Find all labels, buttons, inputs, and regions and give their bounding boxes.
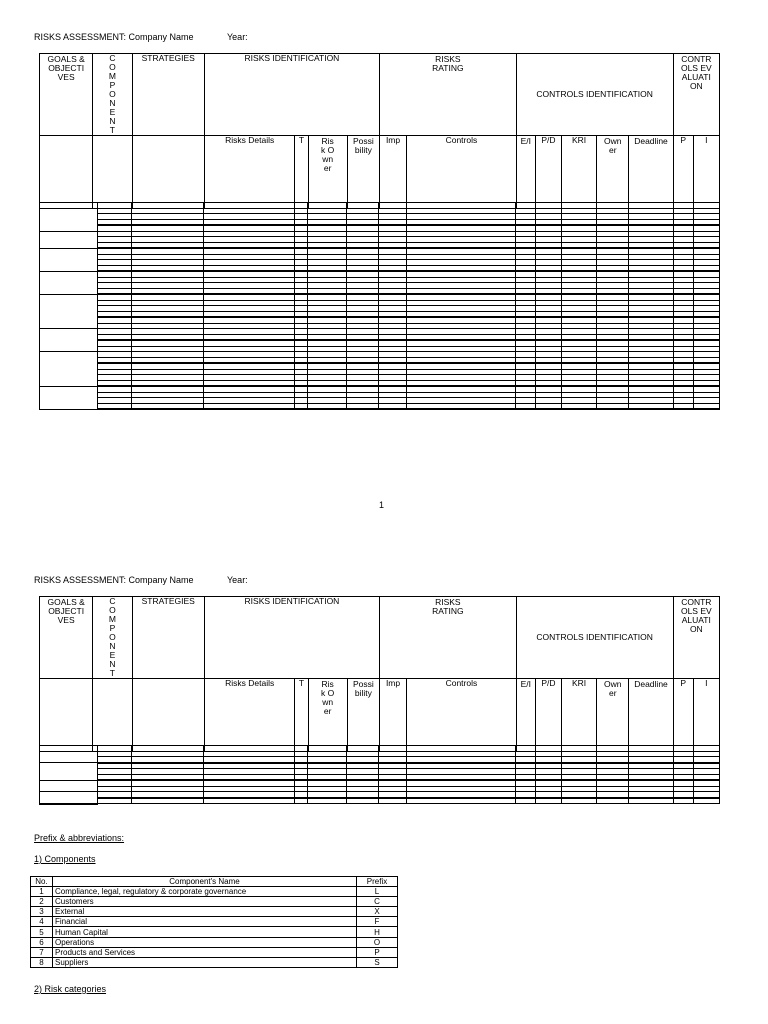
ei-header: E/I xyxy=(516,679,535,752)
grid-cell[interactable] xyxy=(673,798,693,804)
component-number: 2 xyxy=(31,897,53,907)
year-label: Year: xyxy=(227,575,248,585)
risk-owner-header: Risk Owner xyxy=(308,679,347,752)
controls-header: Controls xyxy=(407,136,517,209)
grid-cell[interactable] xyxy=(131,403,204,409)
grid-cell[interactable] xyxy=(406,403,516,409)
grid-cell[interactable] xyxy=(347,403,379,409)
risk-owner-header: Risk Owner xyxy=(308,136,347,209)
risks-identification-header: RISKS IDENTIFICATION xyxy=(204,54,379,136)
strategies-sub-cell xyxy=(132,679,204,752)
component-name: Operations xyxy=(53,937,357,947)
table-row xyxy=(31,897,398,907)
grid-cell[interactable] xyxy=(98,403,131,409)
risks-rating-header: RISKS RATING xyxy=(379,54,516,136)
owner-header: Owner xyxy=(597,136,629,209)
strategies-header: STRATEGIES xyxy=(132,597,204,679)
components-header-row xyxy=(31,877,398,887)
imp-header: Imp xyxy=(379,679,406,752)
strategies-sub-cell xyxy=(132,136,204,209)
grid-cell[interactable] xyxy=(204,403,295,409)
risks-rating-header: RISKS RATING xyxy=(379,597,516,679)
component-sub-cell xyxy=(93,679,132,752)
grid-cell[interactable] xyxy=(535,798,561,804)
t-header: T xyxy=(295,136,308,209)
component-name: Products and Services xyxy=(53,947,357,957)
grid-cell[interactable] xyxy=(307,403,346,409)
possibility-header: Possibility xyxy=(347,136,379,209)
grid-cell[interactable] xyxy=(379,798,406,804)
component-name: Customers xyxy=(53,897,357,907)
goal-cell[interactable] xyxy=(40,386,98,409)
goal-cell[interactable] xyxy=(40,352,98,387)
grid-cell[interactable] xyxy=(516,403,535,409)
component-sub-cell xyxy=(93,136,132,209)
year-label: Year: xyxy=(227,32,248,42)
grid-cell[interactable] xyxy=(693,798,719,804)
i-header: I xyxy=(693,679,719,752)
risk-categories-heading: 2) Risk categories xyxy=(34,984,107,994)
p-header: P xyxy=(673,136,693,209)
grid-cell[interactable] xyxy=(379,403,406,409)
no-header: No. xyxy=(31,877,53,887)
controls-identification-header: CONTROLS IDENTIFICATION xyxy=(516,54,673,136)
component-prefix: F xyxy=(357,917,398,927)
grid-cell[interactable] xyxy=(98,798,131,804)
risk-entry-grid xyxy=(39,745,720,805)
grid-cell[interactable] xyxy=(693,403,719,409)
section-2-title: RISKS ASSESSMENT: Company Name Year: xyxy=(34,575,248,585)
component-name: Financial xyxy=(53,917,357,927)
component-number: 4 xyxy=(31,917,53,927)
table-row xyxy=(31,937,398,947)
controls-evaluation-header: CONTROLS EVALUATION xyxy=(673,54,719,136)
component-number: 8 xyxy=(31,957,53,967)
grid-cell[interactable] xyxy=(516,798,535,804)
components-heading: 1) Components xyxy=(34,854,96,864)
component-number: 5 xyxy=(31,927,53,937)
goals-sub-cell xyxy=(40,136,93,209)
goal-cell[interactable] xyxy=(40,294,98,329)
component-header: COMPONENT xyxy=(93,597,132,679)
table-row xyxy=(31,887,398,897)
goal-cell[interactable] xyxy=(40,203,98,232)
page-number: 1 xyxy=(379,500,385,510)
risks-identification-header: RISKS IDENTIFICATION xyxy=(204,597,379,679)
i-header: I xyxy=(693,136,719,209)
prefix-heading: Prefix & abbreviations: xyxy=(34,833,125,843)
risks-details-header: Risks Details xyxy=(204,136,295,209)
grid-cell[interactable] xyxy=(629,798,673,804)
grid-cell[interactable] xyxy=(294,403,307,409)
name-header: Component's Name xyxy=(53,877,357,887)
grid-cell[interactable] xyxy=(561,403,596,409)
component-header: COMPONENT xyxy=(93,54,132,136)
controls-evaluation-header: CONTROLS EVALUATION xyxy=(673,597,719,679)
controls-identification-header: CONTROLS IDENTIFICATION xyxy=(516,597,673,679)
goals-sub-cell xyxy=(40,679,93,752)
goal-cell[interactable] xyxy=(40,231,98,248)
goal-cell[interactable] xyxy=(40,763,98,781)
imp-header: Imp xyxy=(379,136,406,209)
pd-header: P/D xyxy=(535,679,561,752)
component-prefix: S xyxy=(357,957,398,967)
component-name: External xyxy=(53,907,357,917)
goal-cell[interactable] xyxy=(40,271,98,294)
deadline-header: Deadline xyxy=(629,136,673,209)
grid-row xyxy=(40,403,720,409)
grid-cell[interactable] xyxy=(294,798,307,804)
pd-header: P/D xyxy=(535,136,561,209)
component-number: 7 xyxy=(31,947,53,957)
grid-cell[interactable] xyxy=(347,798,379,804)
component-name: Compliance, legal, regulatory & corporate governance xyxy=(53,887,357,897)
goals-header: GOALS & OBJECTIVES xyxy=(40,597,93,679)
section-1-title: RISKS ASSESSMENT: Company Name Year: xyxy=(34,32,248,42)
grid-cell[interactable] xyxy=(307,798,346,804)
grid-cell[interactable] xyxy=(629,403,673,409)
possibility-header: Possibility xyxy=(347,679,379,752)
goal-cell[interactable] xyxy=(40,792,98,804)
component-prefix: X xyxy=(357,907,398,917)
t-header: T xyxy=(295,679,308,752)
goal-cell[interactable] xyxy=(40,329,98,352)
table-row xyxy=(31,907,398,917)
controls-header: Controls xyxy=(407,679,517,752)
goals-header: GOALS & OBJECTIVES xyxy=(40,54,93,136)
risks-details-header: Risks Details xyxy=(204,679,295,752)
grid-cell[interactable] xyxy=(204,798,295,804)
component-prefix: P xyxy=(357,947,398,957)
strategies-header: STRATEGIES xyxy=(132,54,204,136)
component-number: 6 xyxy=(31,937,53,947)
component-name: Human Capital xyxy=(53,927,357,937)
grid-cell[interactable] xyxy=(597,798,629,804)
prefix-header: Prefix xyxy=(357,877,398,887)
risk-header-table xyxy=(39,53,720,209)
component-prefix: O xyxy=(357,937,398,947)
goal-cell[interactable] xyxy=(40,746,98,763)
kri-header: KRI xyxy=(561,136,596,209)
kri-header: KRI xyxy=(561,679,596,752)
owner-header: Owner xyxy=(597,679,629,752)
component-name: Suppliers xyxy=(53,957,357,967)
component-prefix: H xyxy=(357,927,398,937)
grid-cell[interactable] xyxy=(597,403,629,409)
grid-cell[interactable] xyxy=(673,403,693,409)
grid-cell[interactable] xyxy=(131,798,204,804)
component-number: 3 xyxy=(31,907,53,917)
grid-cell[interactable] xyxy=(561,798,596,804)
p-header: P xyxy=(673,679,693,752)
component-prefix: L xyxy=(357,887,398,897)
table-row xyxy=(31,927,398,937)
component-number: 1 xyxy=(31,887,53,897)
goal-cell[interactable] xyxy=(40,780,98,792)
grid-cell[interactable] xyxy=(535,403,561,409)
risk-header-table xyxy=(39,596,720,752)
table-row xyxy=(31,957,398,967)
deadline-header: Deadline xyxy=(629,679,673,752)
grid-cell[interactable] xyxy=(406,798,516,804)
component-prefix: C xyxy=(357,897,398,907)
table-row xyxy=(31,917,398,927)
goal-cell[interactable] xyxy=(40,248,98,271)
risk-entry-grid xyxy=(39,202,720,410)
table-row xyxy=(31,947,398,957)
ei-header: E/I xyxy=(516,136,535,209)
components-table xyxy=(30,876,398,968)
grid-row xyxy=(40,798,720,804)
